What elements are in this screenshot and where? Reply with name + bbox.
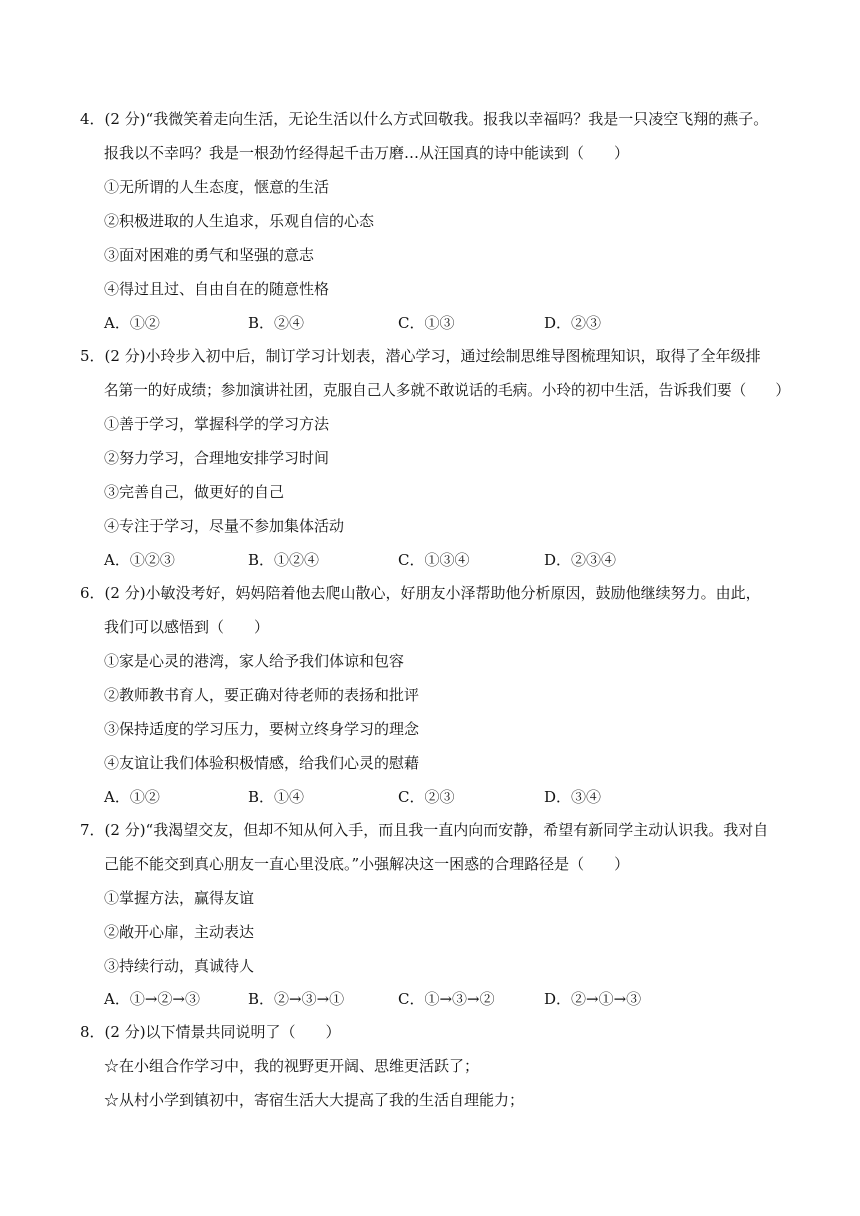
question-4-choice-d: D．②③	[544, 314, 602, 332]
question-4-option-2: ②积极进取的人生追求，乐观自信的心态	[104, 212, 375, 230]
question-4-choice-b: B．②④	[248, 314, 305, 332]
question-8-scenario-2: ☆从村小学到镇初中，寄宿生活大大提高了我的生活自理能力；	[104, 1091, 525, 1109]
question-4-choice-c: C．①③	[398, 314, 455, 332]
question-7-option-3: ③持续行动，真诚待人	[104, 957, 255, 975]
question-4-option-3: ③面对困难的勇气和坚强的意志	[104, 246, 315, 264]
question-7-stem-line-2: 己能不能交到真心朋友一直心里没底。”小强解决这一困惑的合理路径是（ ）	[104, 855, 630, 873]
question-4-option-4: ④得过且过、自由自在的随意性格	[104, 280, 330, 298]
question-6-option-4: ④友谊让我们体验积极情感，给我们心灵的慰藉	[104, 754, 420, 772]
question-5-option-3: ③完善自己，做更好的自己	[104, 483, 285, 501]
question-5-stem-line-1: 5．(2 分)小玲步入初中后，制订学习计划表，潜心学习，通过绘制思维导图梳理知识，取得了全年级排	[80, 347, 761, 365]
question-5-choice-d: D．②③④	[544, 551, 617, 569]
question-7-stem-line-1: 7．(2 分)“我渴望交友，但却不知从何入手，而且我一直内向而安静，希望有新同学主动认识我。我对自	[80, 821, 769, 839]
question-7-choice-a: A．①→②→③	[104, 990, 200, 1008]
question-4-stem-line-1: 4．(2 分)“我微笑着走向生活，无论生活以什么方式回敬我。报我以幸福吗？我是一只凌空飞翔的燕子。	[80, 110, 769, 128]
question-5-choice-c: C．①③④	[398, 551, 470, 569]
question-6-stem-line-1: 6．(2 分)小敏没考好，妈妈陪着他去爬山散心，好朋友小泽帮助他分析原因，鼓励他继续努力。由此，	[80, 584, 761, 602]
question-5-stem-line-2: 名第一的好成绩；参加演讲社团，克服自己人多就不敢说话的毛病。小玲的初中生活，告诉我们要（ ）	[104, 381, 790, 399]
question-6-option-3: ③保持适度的学习压力，要树立终身学习的理念	[104, 720, 420, 738]
question-5-option-2: ②努力学习，合理地安排学习时间	[104, 449, 330, 467]
question-5-option-1: ①善于学习，掌握科学的学习方法	[104, 415, 330, 433]
question-6-choice-a: A．①②	[104, 788, 160, 806]
question-4-option-1: ①无所谓的人生态度，惬意的生活	[104, 178, 330, 196]
question-7-choice-d: D．②→①→③	[544, 990, 642, 1008]
question-6-stem-line-2: 我们可以感悟到（ ）	[104, 618, 270, 636]
question-8-stem-line-1: 8．(2 分)以下情景共同说明了（ ）	[80, 1023, 341, 1041]
question-7-choice-b: B．②→③→①	[248, 990, 345, 1008]
question-5-choice-b: B．①②④	[248, 551, 320, 569]
question-5-choice-a: A．①②③	[104, 551, 175, 569]
question-8-scenario-1: ☆在小组合作学习中，我的视野更开阔、思维更活跃了；	[104, 1057, 480, 1075]
question-6-choice-b: B．①④	[248, 788, 305, 806]
question-7-option-1: ①掌握方法，赢得友谊	[104, 889, 255, 907]
question-4-stem-line-2: 报我以不幸吗？我是一根劲竹经得起千击万磨…从汪国真的诗中能读到（ ）	[104, 144, 630, 162]
question-7-option-2: ②敞开心扉，主动表达	[104, 923, 255, 941]
question-6-option-2: ②教师教书育人，要正确对待老师的表扬和批评	[104, 686, 420, 704]
question-4-choice-a: A．①②	[104, 314, 160, 332]
question-7-choice-c: C．①→③→②	[398, 990, 495, 1008]
question-6-choice-d: D．③④	[544, 788, 602, 806]
question-6-choice-c: C．②③	[398, 788, 455, 806]
question-6-option-1: ①家是心灵的港湾，家人给予我们体谅和包容	[104, 652, 405, 670]
question-5-option-4: ④专注于学习，尽量不参加集体活动	[104, 517, 345, 535]
